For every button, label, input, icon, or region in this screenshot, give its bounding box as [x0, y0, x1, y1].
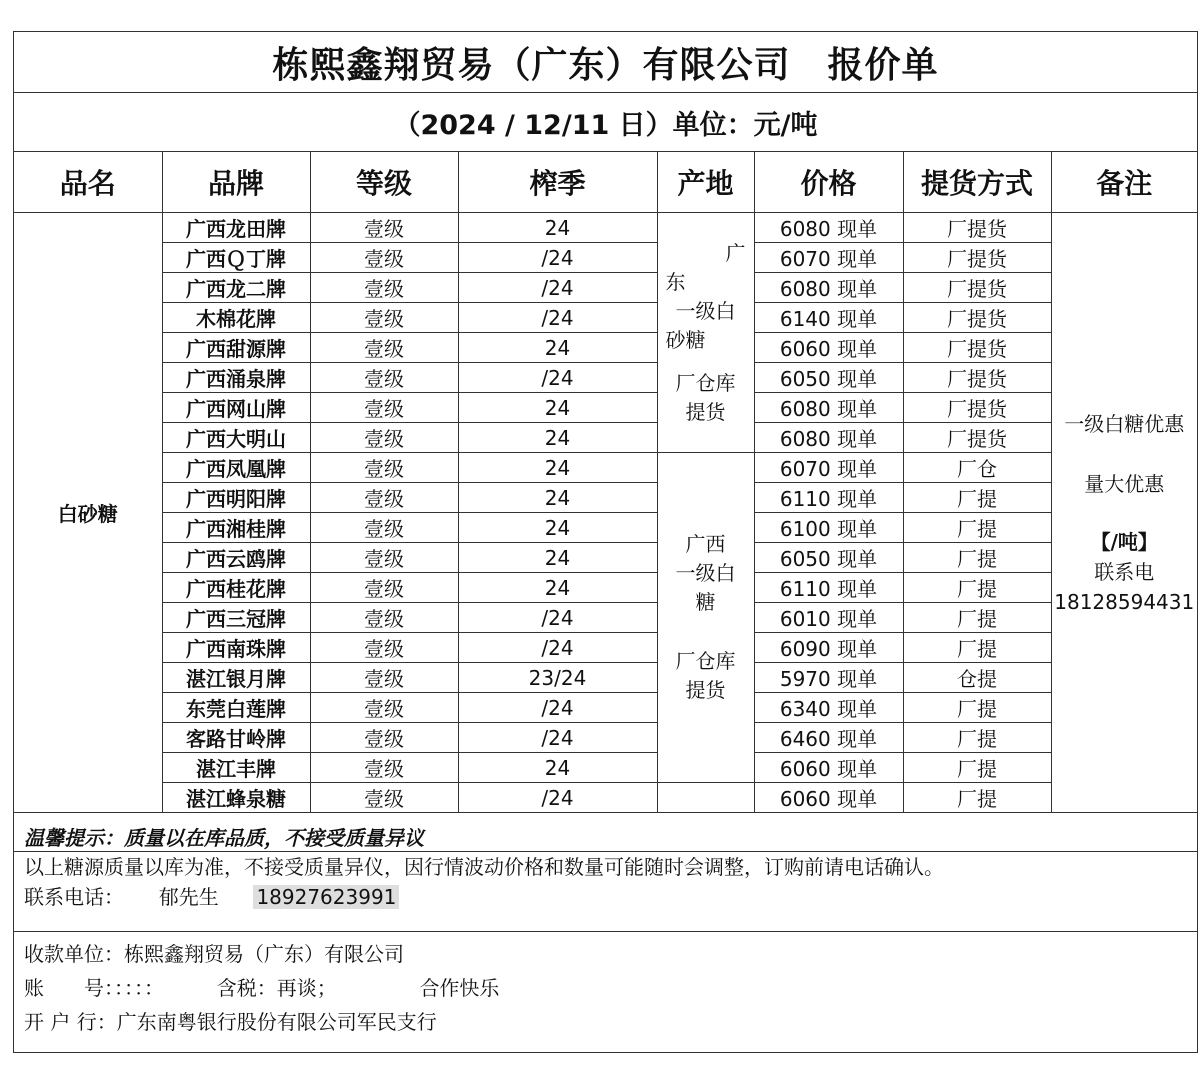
- quotation-sheet: [13, 31, 1198, 1053]
- disclaimer-text: 以上糖源质量以库为准，不接受质量异仪，因行情波动价格和数量可能随时会调整，订购前请电话确认。: [24, 855, 944, 879]
- origin-guangxi-cell: [657, 453, 754, 783]
- tax-value: 再谈；: [276, 976, 337, 1000]
- pickup-cell: 厂提: [903, 633, 1051, 663]
- season-cell: 24: [458, 753, 657, 783]
- pickup-cell: 厂提: [903, 693, 1051, 723]
- page-subtitle: （2024 / 12/11 日）单位：元/吨: [14, 93, 1197, 152]
- note-text: 18128594431: [1054, 589, 1195, 614]
- grade-cell: 壹级: [310, 723, 458, 753]
- table-row: [14, 333, 1197, 363]
- note-text: 【/吨】: [1090, 529, 1158, 554]
- pickup-cell: 厂提: [903, 723, 1051, 753]
- grade-cell: 壹级: [310, 753, 458, 783]
- origin-text: 一级白: [675, 298, 736, 323]
- season-cell: 24: [458, 453, 657, 483]
- season-cell: 24: [458, 513, 657, 543]
- season-cell: 24: [458, 213, 657, 243]
- price-cell: 6060 现单: [754, 333, 903, 363]
- header-cell: 品牌: [162, 152, 310, 213]
- price-cell: 6460 现单: [754, 723, 903, 753]
- pickup-cell: 厂提: [903, 543, 1051, 573]
- branch-value: 广东南粤银行股份有限公司军民支行: [116, 1010, 437, 1034]
- payee-value: 栋熙鑫翔贸易（广东）有限公司: [124, 942, 404, 966]
- price-cell: 6110 现单: [754, 483, 903, 513]
- pickup-cell: 厂提货: [903, 393, 1051, 423]
- contact-name: 郁先生: [158, 885, 219, 909]
- grade-cell: 壹级: [310, 783, 458, 813]
- season-cell: 24: [458, 393, 657, 423]
- price-cell: 5970 现单: [754, 663, 903, 693]
- page-title: 栋熙鑫翔贸易（广东）有限公司 报价单: [14, 32, 1197, 93]
- header-cell: 价格: [754, 152, 903, 213]
- brand-cell: 广西湘桂牌: [162, 513, 310, 543]
- payee-line: [24, 937, 1197, 971]
- grade-cell: 壹级: [310, 213, 458, 243]
- price-cell: 6080 现单: [754, 423, 903, 453]
- table-row: [14, 303, 1197, 333]
- season-cell: /24: [458, 633, 657, 663]
- bank-section: [14, 932, 1197, 1052]
- brand-cell: 湛江蜂泉糖: [162, 783, 310, 813]
- pickup-cell: 厂提货: [903, 303, 1051, 333]
- season-cell: /24: [458, 783, 657, 813]
- season-cell: 24: [458, 333, 657, 363]
- grade-cell: 壹级: [310, 663, 458, 693]
- header-row: [14, 152, 1197, 213]
- table-row: [14, 543, 1197, 573]
- origin-text: 提货: [685, 399, 726, 424]
- brand-cell: 广西龙田牌: [162, 213, 310, 243]
- season-cell: 23/24: [458, 663, 657, 693]
- pickup-cell: 厂提货: [903, 333, 1051, 363]
- grade-cell: 壹级: [310, 423, 458, 453]
- table-row: [14, 393, 1197, 423]
- origin-text: 广: [725, 240, 746, 265]
- season-cell: /24: [458, 273, 657, 303]
- price-table: [14, 152, 1197, 813]
- price-cell: 6100 现单: [754, 513, 903, 543]
- origin-text: 东: [665, 269, 686, 294]
- warm-tip: 温馨提示：质量以在库品质，不接受质量异议: [14, 822, 1197, 852]
- origin-text: 砂糖: [665, 327, 706, 352]
- brand-cell: 广西凤凰牌: [162, 453, 310, 483]
- brand-cell: 广西龙二牌: [162, 273, 310, 303]
- brand-cell: 广西云鸥牌: [162, 543, 310, 573]
- pickup-cell: 厂提: [903, 573, 1051, 603]
- price-cell: 6010 现单: [754, 603, 903, 633]
- grade-cell: 壹级: [310, 603, 458, 633]
- table-row: [14, 783, 1197, 813]
- brand-cell: 广西网山牌: [162, 393, 310, 423]
- table-row: [14, 753, 1197, 783]
- pickup-cell: 厂提: [903, 783, 1051, 813]
- table-row: [14, 453, 1197, 483]
- price-cell: 6050 现单: [754, 543, 903, 573]
- season-cell: 24: [458, 543, 657, 573]
- table-row: [14, 723, 1197, 753]
- grade-cell: 壹级: [310, 243, 458, 273]
- table-row: [14, 483, 1197, 513]
- pickup-cell: 厂提货: [903, 243, 1051, 273]
- pickup-cell: 仓提: [903, 663, 1051, 693]
- brand-cell: 广西涌泉牌: [162, 363, 310, 393]
- grade-cell: 壹级: [310, 393, 458, 423]
- brand-cell: 广西南珠牌: [162, 633, 310, 663]
- table-row: [14, 663, 1197, 693]
- grade-cell: 壹级: [310, 483, 458, 513]
- table-row: [14, 603, 1197, 633]
- season-cell: 24: [458, 423, 657, 453]
- price-cell: 6060 现单: [754, 783, 903, 813]
- header-cell: 榨季: [458, 152, 657, 213]
- season-cell: /24: [458, 303, 657, 333]
- header-cell: 提货方式: [903, 152, 1051, 213]
- grade-cell: 壹级: [310, 363, 458, 393]
- origin-text: 厂仓库: [675, 649, 736, 673]
- pickup-cell: 厂提: [903, 483, 1051, 513]
- price-cell: 6050 现单: [754, 363, 903, 393]
- brand-cell: 木棉花牌: [162, 303, 310, 333]
- header-cell: 品名: [14, 152, 162, 213]
- price-cell: 6080 现单: [754, 393, 903, 423]
- season-cell: 24: [458, 573, 657, 603]
- note-text: 一级白糖优惠: [1064, 411, 1185, 436]
- price-cell: 6070 现单: [754, 243, 903, 273]
- account-label: 账 号：: [24, 976, 114, 1000]
- brand-cell: 湛江丰牌: [162, 753, 310, 783]
- grade-cell: 壹级: [310, 303, 458, 333]
- price-cell: 6080 现单: [754, 273, 903, 303]
- pickup-cell: 厂提货: [903, 423, 1051, 453]
- header-cell: 产地: [657, 152, 754, 213]
- pickup-cell: 厂提: [903, 513, 1051, 543]
- season-cell: /24: [458, 603, 657, 633]
- origin-text: 糖: [695, 590, 716, 614]
- header-cell: 备注: [1051, 152, 1197, 213]
- season-cell: /24: [458, 723, 657, 753]
- price-cell: 6340 现单: [754, 693, 903, 723]
- origin-empty-cell: [657, 783, 754, 813]
- season-cell: /24: [458, 363, 657, 393]
- payee-label: 收款单位：: [24, 942, 124, 966]
- table-row: [14, 273, 1197, 303]
- table-row: [14, 363, 1197, 393]
- origin-text: 提货: [685, 678, 726, 702]
- table-row: [14, 633, 1197, 663]
- branch-line: [24, 1005, 1197, 1039]
- notes-cell: [1051, 213, 1197, 813]
- pickup-cell: 厂提: [903, 603, 1051, 633]
- brand-cell: 客路甘岭牌: [162, 723, 310, 753]
- table-row: [14, 423, 1197, 453]
- table-row: [14, 573, 1197, 603]
- price-cell: 6070 现单: [754, 453, 903, 483]
- account-value: ：：：：: [114, 976, 164, 1000]
- brand-cell: 东莞白莲牌: [162, 693, 310, 723]
- price-cell: 6090 现单: [754, 633, 903, 663]
- branch-label: 开 户 行：: [24, 1010, 117, 1034]
- origin-text: 广西: [685, 532, 726, 556]
- season-cell: /24: [458, 693, 657, 723]
- table-row: [14, 213, 1197, 243]
- slogan: 合作快乐: [419, 976, 500, 1000]
- brand-cell: 广西三冠牌: [162, 603, 310, 633]
- brand-cell: 广西大明山: [162, 423, 310, 453]
- origin-text: 厂仓库: [675, 370, 736, 395]
- grade-cell: 壹级: [310, 273, 458, 303]
- grade-cell: 壹级: [310, 543, 458, 573]
- price-cell: 6080 现单: [754, 213, 903, 243]
- pickup-cell: 厂提货: [903, 273, 1051, 303]
- price-cell: 6110 现单: [754, 573, 903, 603]
- brand-cell: 广西桂花牌: [162, 573, 310, 603]
- pickup-cell: 厂提: [903, 753, 1051, 783]
- brand-cell: 广西明阳牌: [162, 483, 310, 513]
- header-cell: 等级: [310, 152, 458, 213]
- brand-cell: 广西甜源牌: [162, 333, 310, 363]
- table-row: [14, 693, 1197, 723]
- info-section: [14, 852, 1197, 932]
- grade-cell: 壹级: [310, 333, 458, 363]
- season-cell: 24: [458, 483, 657, 513]
- grade-cell: 壹级: [310, 453, 458, 483]
- contact-label: 联系电话：: [24, 885, 124, 909]
- season-cell: /24: [458, 243, 657, 273]
- origin-guangdong-cell: [657, 213, 754, 453]
- price-cell: 6060 现单: [754, 753, 903, 783]
- price-cell: 6140 现单: [754, 303, 903, 333]
- pickup-cell: 厂提货: [903, 363, 1051, 393]
- product-cell: 白砂糖: [14, 213, 162, 813]
- brand-cell: 湛江银月牌: [162, 663, 310, 693]
- brand-cell: 广西Ｑ丁牌: [162, 243, 310, 273]
- account-line: [24, 971, 1197, 1005]
- table-row: [14, 243, 1197, 273]
- pickup-cell: 厂仓: [903, 453, 1051, 483]
- grade-cell: 壹级: [310, 693, 458, 723]
- grade-cell: 壹级: [310, 633, 458, 663]
- note-text: 联系电: [1094, 559, 1155, 584]
- table-row: [14, 513, 1197, 543]
- tax-label: 含税：: [216, 976, 277, 1000]
- grade-cell: 壹级: [310, 573, 458, 603]
- pickup-cell: 厂提货: [903, 213, 1051, 243]
- contact-phone[interactable]: 18927623991: [253, 885, 399, 909]
- grade-cell: 壹级: [310, 513, 458, 543]
- note-text: 量大优惠: [1084, 471, 1165, 496]
- origin-text: 一级白: [675, 561, 736, 585]
- contact-line: [24, 882, 1197, 912]
